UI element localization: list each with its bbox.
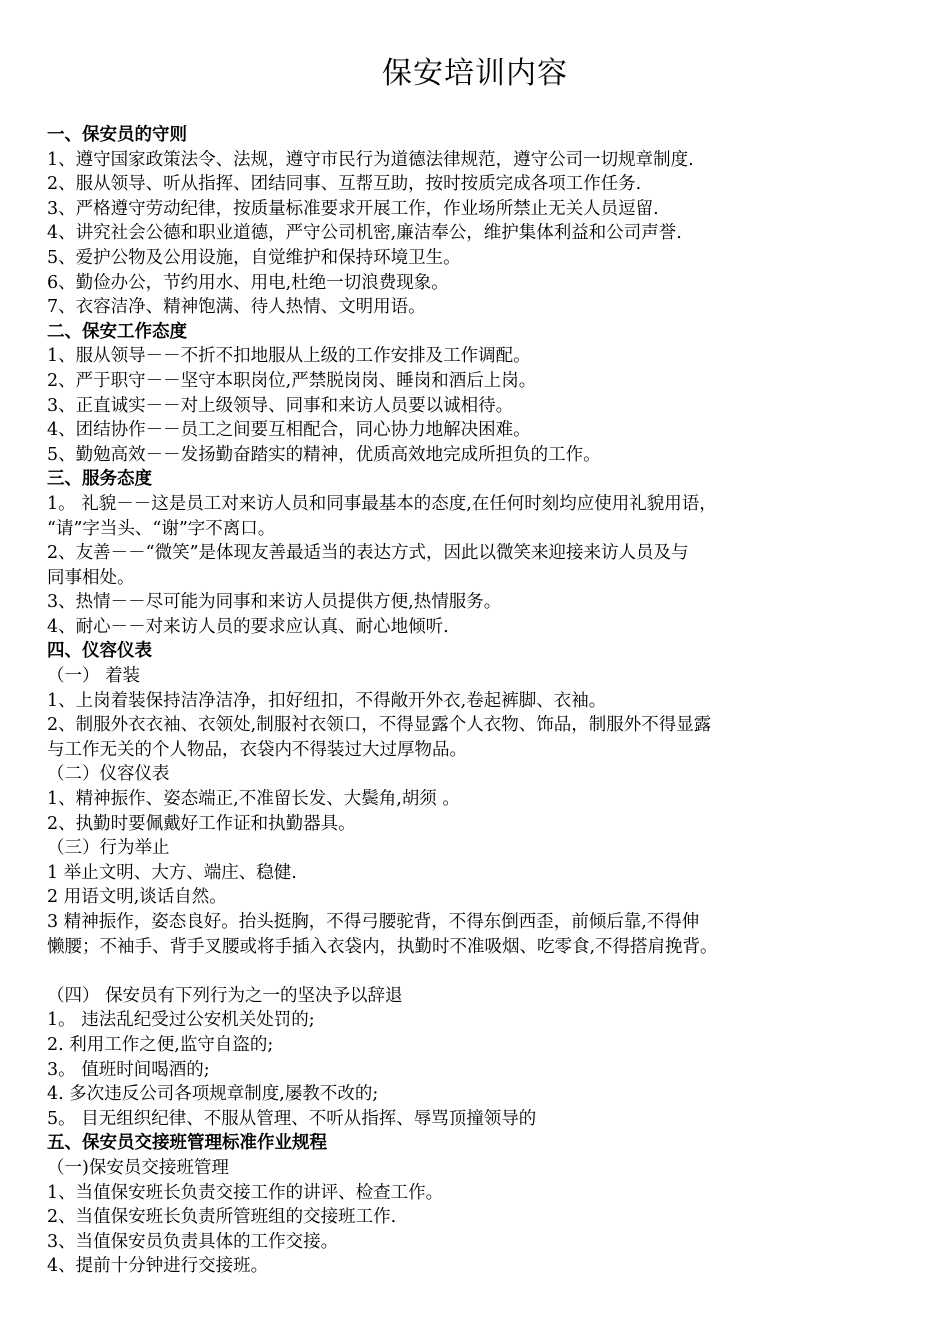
section-heading: 一、保安员的守则 (47, 125, 187, 145)
section-heading: 五、保安员交接班管理标准作业规程 (47, 1133, 327, 1154)
text-line: 3、正直诚实－－对上级领导、同事和来访人员要以诚相待。 (47, 395, 514, 416)
text-line: 5。 目无组织纪律、不服从管理、不听从指挥、辱骂顶撞领导的 (47, 1108, 537, 1129)
text-line: 2、友善－－“微笑”是体现友善最适当的表达方式，因此以微笑来迎接来访人员及与 (47, 543, 689, 564)
text-line: （四） 保安员有下列行为之一的坚决予以辞退 (47, 985, 403, 1006)
document-body (47, 123, 909, 1279)
text-line: 1、遵守国家政策法令、法规，遵守市民行为道德法律规范，遵守公司一切规章制度. (47, 149, 694, 170)
text-line: （二）仪容仪表 (47, 764, 170, 785)
section-heading: 二、保安工作态度 (47, 321, 187, 342)
text-line: 1、精神振作、姿态端正,不准留长发、大鬓角,胡须 。 (47, 789, 460, 810)
text-line: 2、制服外衣衣袖、衣领处,制服衬衣领口，不得显露个人衣物、饰品，制服外不得显露 (47, 715, 712, 736)
text-line: 4、团结协作－－员工之间要互相配合，同心协力地解决困难。 (47, 420, 531, 441)
text-line: 3、当值保安员负责具体的工作交接。 (47, 1231, 339, 1252)
text-line: 4、讲究社会公德和职业道德，严守公司机密,廉洁奉公，维护集体利益和公司声誉. (47, 223, 682, 244)
text-line: 6、勤俭办公，节约用水、用电,杜绝一切浪费现象。 (47, 272, 449, 293)
text-line: 与工作无关的个人物品，衣袋内不得装过大过厚物品。 (47, 739, 467, 760)
section-heading: 四、仪容仪表 (47, 641, 152, 662)
text-line: 同事相处。 (47, 567, 135, 588)
text-line: 1。 礼貌－－这是员工对来访人员和同事最基本的态度,在任何时刻均应使用礼貌用语， (47, 493, 717, 514)
text-line: 2 用语文明,谈话自然。 (47, 887, 227, 908)
text-line: 5、爱护公物及公用设施，自觉维护和保持环境卫生。 (47, 247, 461, 268)
text-line: 4. 多次违反公司各项规章制度,屡教不改的; (47, 1084, 379, 1105)
text-line: 2、执勤时要佩戴好工作证和执勤器具。 (47, 813, 356, 834)
text-line: （一） 着装 (47, 666, 141, 687)
text-line: 4、耐心－－对来访人员的要求应认真、耐心地倾听. (47, 616, 449, 637)
text-line: （一)保安员交接班管理 (47, 1157, 229, 1178)
text-line: 2、服从领导、听从指挥、团结同事、互帮互助，按时按质完成各项工作任务. (47, 174, 642, 195)
text-line: 3 精神振作，姿态良好。抬头挺胸，不得弓腰驼背，不得东倒西歪，前倾后靠,不得伸 (47, 912, 700, 932)
text-line: 1 举止文明、大方、端庄、稳健. (47, 862, 297, 883)
text-line: 3。 值班时间喝酒的; (47, 1059, 210, 1080)
text-line: 4、提前十分钟进行交接班。 (47, 1256, 269, 1277)
text-line: 2、当值保安班长负责所管班组的交接班工作. (47, 1207, 397, 1228)
blank-line (47, 959, 909, 984)
text-line: 1。 违法乱纪受过公安机关处罚的; (47, 1010, 315, 1031)
text-line: 3、严格遵守劳动纪律，按质量标准要求开展工作，作业场所禁止无关人员逗留. (47, 198, 659, 219)
text-line: 7、衣容洁净、精神饱满、待人热情、文明用语。 (47, 297, 426, 318)
text-line: 2、严于职守－－坚守本职岗位,严禁脱岗岗、睡岗和酒后上岗。 (47, 370, 537, 391)
text-line: 懒腰；不袖手、背手叉腰或将手插入衣袋内，执勤时不准吸烟、吃零食,不得搭肩挽背。 (47, 936, 718, 957)
text-line: （三）行为举止 (47, 838, 170, 859)
text-line: 1、上岗着装保持洁净洁净，扣好纽扣，不得敞开外衣,卷起裤脚、衣袖。 (47, 690, 607, 711)
text-line: 1、当值保安班长负责交接工作的讲评、检查工作。 (47, 1182, 444, 1203)
section-heading: 三、服务态度 (47, 469, 152, 490)
text-line: 2. 利用工作之便,监守自盗的; (47, 1034, 274, 1055)
text-line: 1、服从领导－－不折不扣地服从上级的工作安排及工作调配。 (47, 346, 531, 367)
text-line: 3、热情－－尽可能为同事和来访人员提供方便,热情服务。 (47, 592, 502, 613)
document-title: 保安培训内容 (382, 56, 568, 91)
text-line: 5、勤勉高效－－发扬勤奋踏实的精神，优质高效地完成所担负的工作。 (47, 444, 601, 465)
text-line: “请”字当头、“谢”字不离口。 (47, 518, 276, 539)
